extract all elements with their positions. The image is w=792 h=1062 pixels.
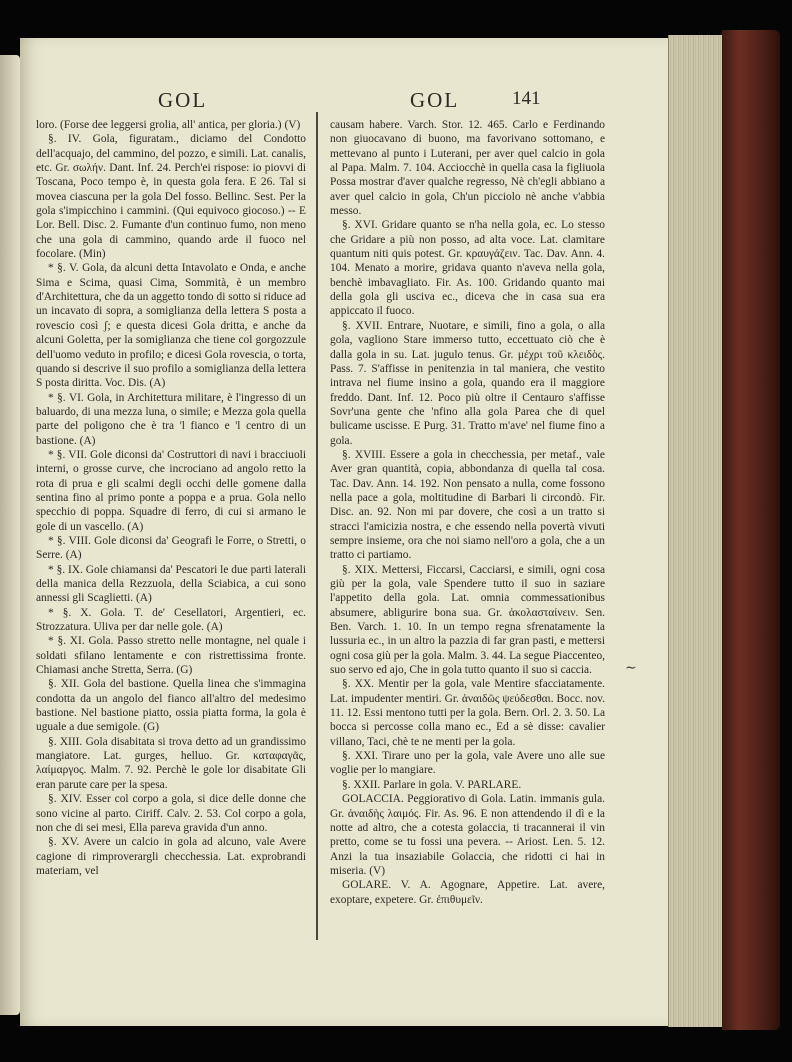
facing-page-edge: [0, 55, 20, 1015]
entry-paragraph: * §. XI. Gola. Passo stretto nelle montagne, nel quale i soldati sfilano lentamente e con ristrettissima fronte. Chiamasi anche Stretta, Serra. (G): [36, 635, 306, 677]
entry-paragraph: §. XVIII. Essere a gola in checchessia, per metaf., vale Aver gran quantità, copia, abbondanza di quella tal cosa. Tac. Dav. Ann. 14. 192. Non pensato a nulla, come fossono nella pace a gola, moltitudine di Barbari li circondò. Fir. Disc. an. 92. Non mi par dovere, che così a un tratto si stracci l'amicizia nostra, e che essendo nella povertà vivuti sempre insieme, ora che noi siamo nell'oro a gola, che a un tratto ci partiamo.: [330, 448, 605, 562]
ink-mark-icon: ∼: [625, 661, 637, 676]
entry-paragraph: causam habere. Varch. Stor. 12. 465. Carlo e Ferdinando non giuocavano di buono, ma favorivano sottomano, e mettevano al punto i Luterani, per aver quel calcio in gola al Papa. Malm. 7. 104. Acciocchè in quella casa la figliuola Possa mostrar d'aver qualche regresso, Nè ch'egli abbiano a aver quel calcio in gola, Ch'un picciolo nè anche v'abbia messo.: [330, 119, 605, 218]
entry-paragraph: §. XIV. Esser col corpo a gola, si dice delle donne che sono vicine al parto. Ciriff. Calv. 2. 53. Col corpo a gola, non che di sei mesi, Ella pareva gravida d'un anno.: [36, 793, 306, 834]
page-stack-edge: [668, 35, 723, 1027]
entry-paragraph: GOLACCIA. Peggiorativo di Gola. Latin. immanis gula. Gr. ἀναιδὴς λαιμός. Fir. As. 96. E non attendendo il dì e la notte ad altro, che a cotesta golaccia, ti tracannerai il vin pretto, come se tu fossi una pevera. -- Ariost. Len. 5. 12. Anzi la tua insaziabile Golaccia, che ridotti ci hai in miseria. (V): [330, 793, 605, 877]
entry-paragraph: §. XXI. Tirare uno per la gola, vale Avere uno alle sue voglie per lo mangiare.: [330, 750, 605, 777]
entry-paragraph: §. XX. Mentir per la gola, vale Mentire sfacciatamente. Lat. impudenter mentiri. Gr. ἀναιδῶς ψεύδεσθαι. Bocc. nov. 11. 12. Essi mentono tutti per la gola. Bern. Orl. 2. 3. 50. La bocca si percosse colla mano ec., Ed a sè disse: cavalier villano, Taci, chè te ne menti per la gola.: [330, 678, 605, 748]
running-head-left: GOL: [158, 88, 208, 112]
right-column: [330, 118, 605, 907]
entry-paragraph: §. XVI. Gridare quanto se n'ha nella gola, ec. Lo stesso che Gridare a più non posso, ad alta voce. Lat. clamitare quantum niti quis potest. Gr. κραυγάζειν. Tac. Dav. Ann. 4. 104. Menato a morire, gridava quanto n'aveva nella gola, benchè imbavagliato. Fir. As. 100. Gridando quanto mai della gola gli usciva ec., diceva che in casa sua era appiccato il fuoco.: [330, 219, 605, 318]
entry-paragraph: * §. VII. Gole diconsi da' Costruttori di navi i bracciuoli interni, o grosse curve, che incrociano ad angolo retto la rota di prua e gli scalmi degli occhi delle gomene dalla sentina fino al primo ponte a poppa e a prua. Gola nello specchio di poppa. Squadre di ferro, di cui si armano le gole di un vascello. (A): [36, 448, 306, 533]
entry-paragraph: GOLARE. V. A. Agognare, Appetire. Lat. avere, exoptare, expetere. Gr. ἐπιθυμεῖν.: [330, 879, 605, 906]
page-number: 141: [512, 88, 541, 109]
entry-paragraph: * §. V. Gola, da alcuni detta Intavolato e Onda, e anche Sima e Scima, quasi Cima, Sommità, è un membro d'Architettura, che da un aggetto tondo di sotto si riduce ad un incavato di sopra, a somiglianza della lettera S posta a rovescio così ʃ; e questa dicesi Gola dritta, e anche da alcuni Goletta, per la somiglianza che tiene col gorgozzule dell'uomo veduto in profilo; e dicesi Gola rovescia, o torta, quando si descrive il suo profilo a somiglianza della lettera S posta diritta. Voc. Dis. (A): [36, 262, 306, 390]
entry-paragraph: §. XXII. Parlare in gola. V. PARLARE.: [342, 778, 522, 791]
entry-paragraph: §. XV. Avere un calcio in gola ad alcuno, vale Avere cagione di rimproverargli checchessia. Lat. exprobrandi materiam, vel: [36, 836, 306, 877]
entry-paragraph: loro. (Forse dee leggersi grolia, all' antica, per gloria.) (V): [36, 119, 301, 131]
entry-paragraph: §. XVII. Entrare, Nuotare, e simili, fino a gola, o alla gola, vagliono Stare immerso tutto, eccettuato ciò che è dalla gola in su. Lat. jugulo tenus. Gr. μέχρι τοῦ κλειδὸς. Pass. 7. S'affisse in penitenzia in tal maniera, che vestito intrava nel fiume insino a gola, quando era il maggiore freddo. Dant. Inf. 12. Poco più oltre il Centauro s'affisse Sovr'una gente che 'nfino alla gola Parea che di quel bulicame uscisse. E Purg. 31. Tratto m'ave' nel fiume fino a gola.: [330, 319, 605, 447]
entry-paragraph: §. XIX. Mettersi, Ficcarsi, Cacciarsi, e simili, ogni cosa giù per la gola, vale Spendere tutto il suo in saziare l'appetito della gola. Lat. omnia commessationibus absumere, abligurire bona sua. Gr. ἀκολασταίνειν. Sen. Ben. Varch. 1. 10. In un tempo regna sfrenatamente la lussuria ec., in un altro la pazzia di far gran pasti, e mettersi ogni cosa giù per la gola. Malm. 3. 44. La segue Piaccenteo, suo servo ed ajo, Che in gola tutto quanto il suo si caccia.: [330, 563, 605, 677]
entry-paragraph: §. XIII. Gola disabitata si trova detto ad un grandissimo mangiatore. Lat. gurges, helluo. Gr. καταφαγᾶς, λαίμαργος. Malm. 7. 92. Perchè le gole lor disabitate Gli eran parute care per la spesa.: [36, 735, 306, 791]
entry-paragraph: * §. VI. Gola, in Architettura militare, è l'ingresso di un baluardo, di una mezza luna, o simile; e Mezza gola quella parte del poligono che è tra 'l fianco e 'l centro di un bastione. (A): [36, 391, 306, 447]
entry-paragraph: §. XII. Gola del bastione. Quella linea che s'immagina condotta da un angolo del fianco all'altro del medesimo bastione. Nel bastione piatto, ossia piatta forma, la gola è uguale a due semigole. (G): [36, 678, 306, 734]
entry-paragraph: * §. IX. Gole chiamansi da' Pescatori le due parti laterali della manica della Rezzuola, della Sciabica, a cui sono annessi gli Scaglietti. (A): [36, 563, 306, 605]
book-cover: [722, 30, 780, 1030]
entry-paragraph: §. IV. Gola, figuratam., diciamo del Condotto dell'acquajo, del cammino, del pozzo, e simili. Lat. canalis, etc. Gr. σωλήν. Dant. Inf. 24. Perch'ei rispose: io piovvi di Toscana, Poco tempo è, in questa gola fera. E 26. Tal si movea ciascuna per la gola Del fosso. Bellinc. Sest. Per la gola s'impicchino i cammini. (Qui equivoco giocoso.) -- E Lor. Bell. Disc. 2. Fumante d'un continuo fumo, non meno che una gola di cammino, quando arde il fuoco nel focolare. (Min): [36, 133, 306, 261]
column-rule: [316, 112, 319, 940]
running-head-right: GOL: [410, 88, 460, 112]
entry-paragraph: * §. X. Gola. T. de' Cesellatori, Argentieri, ec. Strozzatura. Uliva per dar nelle gole. (A): [36, 606, 306, 634]
left-column: [36, 118, 306, 878]
entry-paragraph: * §. VIII. Gole diconsi da' Geografi le Forre, o Stretti, o Serre. (A): [36, 534, 306, 562]
